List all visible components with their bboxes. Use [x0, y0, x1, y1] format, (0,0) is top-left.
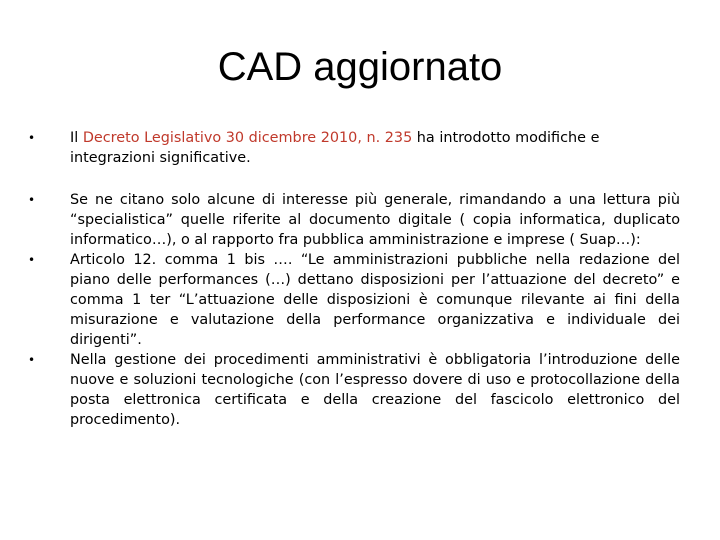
bullet-text-pre: Il	[70, 130, 83, 146]
bullet-dot-icon: •	[28, 253, 36, 267]
slide-title: CAD aggiornato	[217, 45, 503, 89]
bullet-item-procedimenti	[28, 350, 680, 430]
bullet-item-articolo-12	[28, 250, 680, 350]
bullet-text: Nella gestione dei procedimenti amministrativi è obbligatoria l’introduzione delle nuove e soluzioni tecnologiche (con l’espresso dovere di uso e protocollazione della posta elettronica certificata e della creazione del fascicolo elettronico del procedimento).	[70, 352, 680, 428]
bullet-text: Articolo 12. comma 1 bis …. “Le amministrazioni pubbliche nella redazione del piano delle performances (…) dettano disposizioni per l’attuazione del decreto” e comma 1 ter “L’attuazione delle disposizioni è comunque rilevante ai fini della misurazione e valutazione della performance organizzativa e individuale dei dirigenti”.	[70, 252, 680, 348]
bullet-dot-icon: •	[28, 131, 36, 145]
bullet-list	[28, 128, 680, 430]
bullet-item-decreto	[28, 128, 680, 168]
bullet-item-citazioni	[28, 190, 680, 250]
decree-reference: Decreto Legislativo 30 dicembre 2010, n. 235	[82, 130, 413, 146]
bullet-text-post: ha introdotto modifiche e integrazioni significative.	[70, 130, 600, 166]
bullet-text: Se ne citano solo alcune di interesse più generale, rimandando a una lettura più “specialistica” quelle riferite al documento digitale ( copia informatica, duplicato informatico…), o al rapporto fra pubblica amministrazione e imprese ( Suap…):	[70, 192, 680, 248]
bullet-dot-icon: •	[28, 353, 36, 367]
bullet-dot-icon: •	[28, 193, 36, 207]
